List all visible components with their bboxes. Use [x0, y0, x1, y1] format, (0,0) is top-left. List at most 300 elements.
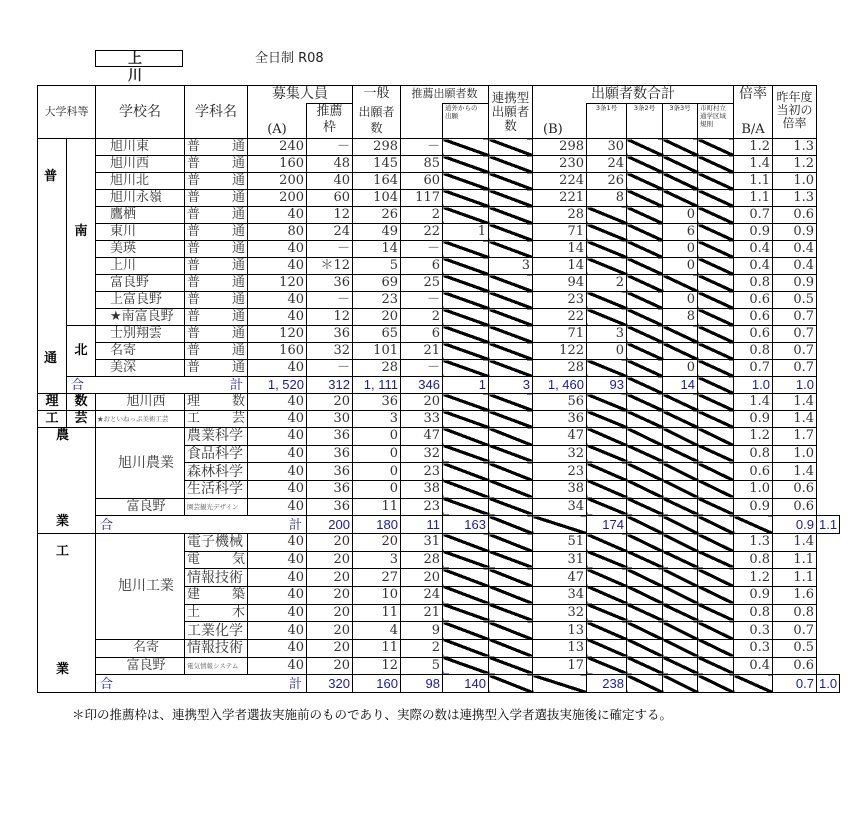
- total-b: 94: [533, 275, 587, 292]
- dept-cell: [185, 241, 248, 258]
- recruit-a: 40: [248, 360, 307, 377]
- general-applicants: 27: [353, 569, 401, 587]
- prev-ratio: 0.5: [773, 292, 817, 309]
- total-prev: 1.1: [817, 516, 840, 534]
- suisen-applicants: 20: [401, 394, 443, 411]
- slash-cell: [698, 326, 734, 343]
- dept-label-right: 通: [231, 258, 245, 273]
- slash-cell: [443, 569, 489, 587]
- slash-cell: [627, 445, 663, 463]
- dept-label-left: 建: [187, 587, 201, 603]
- slash-cell: [443, 207, 489, 224]
- dept-label-left: 普: [187, 207, 201, 222]
- slash-cell: [698, 622, 734, 640]
- category-futsu: [38, 139, 67, 394]
- recruit-suisen: －: [307, 292, 353, 309]
- ratio-ba: 0.7: [734, 207, 773, 224]
- slash-cell: [663, 622, 698, 640]
- slash-cell: [663, 463, 698, 481]
- slash-cell: [489, 639, 533, 657]
- header-general: 出願者 数: [353, 104, 401, 139]
- slash-cell: [443, 343, 489, 360]
- slash-cell: [698, 377, 734, 394]
- recruit-suisen: 20: [307, 551, 353, 569]
- slash-cell: [627, 343, 663, 360]
- prev-ratio: 1.7: [773, 428, 817, 446]
- total-b: 56: [533, 394, 587, 411]
- suisen-applicants: 28: [401, 551, 443, 569]
- slash-cell: [627, 411, 663, 428]
- slash-cell: [443, 411, 489, 428]
- prev-ratio: 1.4: [773, 411, 817, 428]
- ratio-ba: 0.8: [734, 275, 773, 292]
- slash-cell: [698, 463, 734, 481]
- table-row: [38, 309, 840, 326]
- recruit-a: 40: [248, 657, 307, 675]
- prev-ratio: 0.4: [773, 241, 817, 258]
- recruit-a: 40: [248, 551, 307, 569]
- slash-cell: [734, 516, 773, 534]
- header-recruit-suisen: 推薦 枠: [307, 104, 353, 139]
- general-applicants: 20: [353, 534, 401, 552]
- prev-ratio: 1.2: [773, 156, 817, 173]
- recruit-a: 160: [248, 343, 307, 360]
- total-b: 122: [533, 343, 587, 360]
- art3-1: 2: [587, 275, 627, 292]
- ratio-ba: 0.6: [734, 326, 773, 343]
- recruit-a: 40: [248, 569, 307, 587]
- table-row: [38, 292, 840, 309]
- school-name: 富良野: [96, 498, 185, 516]
- dept-label-left: 普: [187, 241, 201, 256]
- dept-cell: [185, 411, 248, 428]
- total-b: 32: [533, 445, 587, 463]
- total-b: 32: [533, 604, 587, 622]
- slash-cell: [663, 480, 698, 498]
- ratio-ba: 1.1: [734, 173, 773, 190]
- table-row: [38, 428, 840, 446]
- slash-cell: [587, 394, 627, 411]
- slash-cell: [627, 569, 663, 587]
- recruit-suisen: 20: [307, 534, 353, 552]
- recruit-suisen: 36: [307, 445, 353, 463]
- dept-label-right: 通: [231, 241, 245, 256]
- header-total-b: (B): [533, 104, 587, 139]
- slash-cell: [627, 534, 663, 552]
- general-applicants: 4: [353, 622, 401, 640]
- art3-3: 0: [663, 292, 698, 309]
- school-name: 旭川東: [96, 139, 185, 156]
- suisen-applicants: －: [401, 241, 443, 258]
- general-applicants: 101: [353, 343, 401, 360]
- slash-cell: [698, 534, 734, 552]
- slash-cell: [489, 241, 533, 258]
- general-applicants: 11: [353, 498, 401, 516]
- recruit-suisen: 20: [307, 569, 353, 587]
- prev-ratio: 0.6: [773, 480, 817, 498]
- dept-cell: 情報技術: [185, 569, 248, 587]
- slash-cell: [627, 463, 663, 481]
- total-art3-3: 14: [663, 377, 698, 394]
- slash-cell: [587, 292, 627, 309]
- suisen-applicants: 23: [401, 498, 443, 516]
- general-applicants: 20: [353, 309, 401, 326]
- renkei-applicants: 3: [489, 258, 533, 275]
- total-art3-1: 93: [587, 377, 627, 394]
- total-b: 221: [533, 190, 587, 207]
- total-b: 28: [533, 360, 587, 377]
- applicants-table: [37, 85, 840, 693]
- total-b: 14: [533, 258, 587, 275]
- dept-cell: [185, 275, 248, 292]
- dept-label-right: 通: [231, 275, 245, 290]
- recruit-a: 80: [248, 224, 307, 241]
- prev-ratio: 1.4: [773, 534, 817, 552]
- slash-cell: [443, 639, 489, 657]
- dept-label-right: 通: [231, 343, 245, 358]
- slash-cell: [698, 275, 734, 292]
- header-art3-2: 3条2号: [627, 104, 663, 139]
- slash-cell: [627, 360, 663, 377]
- school-name: 富良野: [96, 657, 185, 675]
- slash-cell: [698, 258, 734, 275]
- total-b: 47: [533, 569, 587, 587]
- dept-label-right: 通: [231, 190, 245, 205]
- total-b: 34: [533, 586, 587, 604]
- slash-cell: [587, 360, 627, 377]
- slash-cell: [587, 241, 627, 258]
- recruit-suisen: 60: [307, 190, 353, 207]
- slash-cell: [698, 586, 734, 604]
- dept-label-left: 普: [187, 258, 201, 273]
- dept-cell: [185, 258, 248, 275]
- dept-label-left: 普: [187, 173, 201, 188]
- header-dept: 学科名: [185, 86, 248, 139]
- slash-cell: [698, 224, 734, 241]
- recruit-a: 40: [248, 534, 307, 552]
- header-prev-ratio: 昨年度 当初の 倍率: [773, 86, 817, 139]
- outside-applicants: 1: [443, 224, 489, 241]
- header-ratio: 倍率: [734, 86, 773, 104]
- suisen-applicants: 47: [401, 428, 443, 446]
- category-nogyo-top: 農: [56, 428, 70, 443]
- total-b: 23: [533, 292, 587, 309]
- prev-ratio: 0.7: [773, 343, 817, 360]
- dept-label-left: 普: [187, 360, 201, 375]
- ratio-ba: 0.8: [734, 551, 773, 569]
- school-name: 旭川永嶺: [96, 190, 185, 207]
- total-ratio: 1.0: [734, 377, 773, 394]
- dept-cell: [185, 551, 248, 569]
- header-art3-3: 3条3号: [663, 104, 698, 139]
- slash-cell: [443, 156, 489, 173]
- art3-1: 0: [587, 343, 627, 360]
- ratio-ba: 0.6: [734, 309, 773, 326]
- slash-cell: [698, 480, 734, 498]
- total-b: 224: [533, 173, 587, 190]
- recruit-a: 40: [248, 463, 307, 481]
- ratio-ba: 0.8: [734, 445, 773, 463]
- slash-cell: [663, 428, 698, 446]
- slash-cell: [443, 604, 489, 622]
- art3-1: 30: [587, 139, 627, 156]
- header-total-applicants: 出願者数合計: [533, 86, 734, 104]
- dept-label-right: 通: [231, 156, 245, 171]
- dept-label-right: 通: [231, 173, 245, 188]
- total-b: 22: [533, 309, 587, 326]
- slash-cell: [443, 241, 489, 258]
- slash-cell: [627, 156, 663, 173]
- slash-cell: [698, 639, 734, 657]
- suisen-applicants: 23: [401, 463, 443, 481]
- slash-cell: [663, 516, 698, 534]
- slash-cell: [627, 498, 663, 516]
- dept-label-right: 気: [231, 551, 245, 567]
- header-ratio-ba: B/A: [734, 104, 773, 139]
- header-outside: 道外からの 出願: [443, 104, 489, 139]
- slash-cell: [663, 657, 698, 675]
- dept-cell: [185, 360, 248, 377]
- total-label-left: 合: [100, 675, 114, 691]
- slash-cell: [698, 309, 734, 326]
- total-b: 51: [533, 534, 587, 552]
- ratio-ba: 1.2: [734, 569, 773, 587]
- dept-label-left: 普: [187, 275, 201, 290]
- total-label-right: 計: [288, 675, 302, 691]
- recruit-a: 40: [248, 622, 307, 640]
- table-row: [38, 343, 840, 360]
- prev-ratio: 0.7: [773, 360, 817, 377]
- slash-cell: [627, 675, 663, 693]
- slash-cell: [627, 604, 663, 622]
- slash-cell: [698, 139, 734, 156]
- dept-cell: [185, 173, 248, 190]
- slash-cell: [663, 675, 698, 693]
- slash-cell: [489, 622, 533, 640]
- slash-cell: [627, 326, 663, 343]
- slash-cell: [627, 622, 663, 640]
- ratio-ba: 1.3: [734, 534, 773, 552]
- suisen-applicants: －: [401, 139, 443, 156]
- table-row: [38, 139, 840, 156]
- ratio-ba: 0.7: [734, 360, 773, 377]
- slash-cell: [443, 275, 489, 292]
- table-row: [38, 498, 840, 516]
- slash-cell: [443, 498, 489, 516]
- total-b: 71: [533, 326, 587, 343]
- general-applicants: 5: [353, 258, 401, 275]
- slash-cell: [443, 586, 489, 604]
- suisen-applicants: 21: [401, 343, 443, 360]
- ratio-ba: 0.3: [734, 622, 773, 640]
- category-kogyo-bottom: 業: [56, 662, 70, 677]
- total-general: 1, 111: [353, 377, 401, 394]
- table-row: [38, 534, 840, 552]
- category-kogei-2: 芸: [67, 411, 96, 428]
- general-applicants: 104: [353, 190, 401, 207]
- slash-cell: [698, 241, 734, 258]
- slash-cell: [627, 639, 663, 657]
- recruit-a: 200: [248, 173, 307, 190]
- category-futsu-top: 普: [44, 169, 58, 184]
- slash-cell: [489, 445, 533, 463]
- prev-ratio: 1.3: [773, 139, 817, 156]
- recruit-suisen: 36: [307, 480, 353, 498]
- category-kogei-1: 工: [38, 411, 67, 428]
- header-suisen-blank: [401, 104, 443, 139]
- slash-cell: [489, 173, 533, 190]
- slash-cell: [489, 309, 533, 326]
- prev-ratio: 0.7: [773, 622, 817, 640]
- slash-cell: [587, 428, 627, 446]
- slash-cell: [489, 657, 533, 675]
- suisen-applicants: 6: [401, 258, 443, 275]
- recruit-suisen: 36: [307, 326, 353, 343]
- total-b: 34: [533, 498, 587, 516]
- subcategory-kita: 北: [67, 326, 96, 377]
- suisen-applicants: －: [401, 360, 443, 377]
- school-name: 美瑛: [96, 241, 185, 258]
- slash-cell: [627, 173, 663, 190]
- recruit-suisen: 36: [307, 428, 353, 446]
- suisen-applicants: 38: [401, 480, 443, 498]
- dept-cell: [185, 586, 248, 604]
- total-b: 47: [533, 428, 587, 446]
- ratio-ba: 1.1: [734, 190, 773, 207]
- general-applicants: 164: [353, 173, 401, 190]
- category-risu-2: 数: [67, 394, 96, 411]
- slash-cell: [663, 586, 698, 604]
- slash-cell: [443, 428, 489, 446]
- recruit-suisen: －: [307, 241, 353, 258]
- slash-cell: [698, 173, 734, 190]
- ratio-ba: 0.3: [734, 639, 773, 657]
- slash-cell: [489, 326, 533, 343]
- total-b: 17: [533, 657, 587, 675]
- header-art3-1: 3条1号: [587, 104, 627, 139]
- slash-cell: [587, 463, 627, 481]
- slash-cell: [489, 498, 533, 516]
- school-name: 名寄: [96, 343, 185, 360]
- art3-3: 8: [663, 309, 698, 326]
- recruit-a: 40: [248, 480, 307, 498]
- art3-3: 0: [663, 360, 698, 377]
- ratio-ba: 0.4: [734, 258, 773, 275]
- slash-cell: [489, 394, 533, 411]
- table-row: [38, 275, 840, 292]
- general-applicants: 36: [353, 394, 401, 411]
- table-row: [38, 639, 840, 657]
- suisen-applicants: 60: [401, 173, 443, 190]
- table-row: [38, 411, 840, 428]
- table-row: [38, 657, 840, 675]
- slash-cell: [443, 445, 489, 463]
- total-b: 238: [587, 675, 627, 693]
- slash-cell: [489, 480, 533, 498]
- total-suisen: 180: [353, 516, 401, 534]
- total-sapp: 140: [443, 675, 489, 693]
- total-label-left: 合: [71, 377, 85, 392]
- category-nogyo-bottom: 業: [56, 514, 70, 529]
- slash-cell: [698, 498, 734, 516]
- general-applicants: 3: [353, 551, 401, 569]
- slash-cell: [663, 551, 698, 569]
- dept-label-right: 通: [231, 326, 245, 341]
- general-applicants: 11: [353, 639, 401, 657]
- general-applicants: 28: [353, 360, 401, 377]
- prev-ratio: 1.0: [773, 445, 817, 463]
- slash-cell: [443, 622, 489, 640]
- recruit-suisen: 36: [307, 275, 353, 292]
- dept-label-right: 通: [231, 309, 245, 324]
- total-ratio: 0.9: [773, 516, 817, 534]
- total-label: [96, 675, 307, 693]
- dept-cell: 情報技術: [185, 639, 248, 657]
- general-applicants: 69: [353, 275, 401, 292]
- slash-cell: [489, 156, 533, 173]
- recruit-suisen: 20: [307, 586, 353, 604]
- recruit-suisen: 20: [307, 639, 353, 657]
- recruit-suisen: －: [307, 360, 353, 377]
- general-applicants: 0: [353, 428, 401, 446]
- dept-cell: 農業科学: [185, 428, 248, 446]
- category-futsu-bottom: 通: [44, 351, 58, 366]
- slash-cell: [489, 190, 533, 207]
- ratio-ba: 0.4: [734, 241, 773, 258]
- slash-cell: [698, 516, 734, 534]
- general-applicants: 26: [353, 207, 401, 224]
- slash-cell: [587, 224, 627, 241]
- total-b: 38: [533, 480, 587, 498]
- school-name: ★おといねっぷ美術工芸: [96, 411, 185, 428]
- dept-label-left: 普: [187, 309, 201, 324]
- slash-cell: [734, 675, 773, 693]
- header-municipal: 市町村立 通学区域 規則: [698, 104, 734, 139]
- slash-cell: [443, 258, 489, 275]
- dept-label-right: 通: [231, 207, 245, 222]
- ratio-ba: 1.2: [734, 139, 773, 156]
- total-b: 23: [533, 463, 587, 481]
- slash-cell: [627, 292, 663, 309]
- recruit-a: 120: [248, 326, 307, 343]
- recruit-a: 40: [248, 207, 307, 224]
- slash-cell: [489, 139, 533, 156]
- school-name: ★南富良野: [96, 309, 185, 326]
- ratio-ba: 1.4: [734, 156, 773, 173]
- prev-ratio: 1.4: [773, 394, 817, 411]
- total-b: 174: [587, 516, 627, 534]
- recruit-a: 40: [248, 309, 307, 326]
- slash-cell: [698, 394, 734, 411]
- recruit-suisen: 40: [307, 173, 353, 190]
- slash-cell: [698, 428, 734, 446]
- header-school: 学校名: [96, 86, 185, 139]
- recruit-a: 40: [248, 639, 307, 657]
- slash-cell: [489, 551, 533, 569]
- slash-cell: [663, 394, 698, 411]
- recruit-a: 160: [248, 156, 307, 173]
- slash-cell: [443, 326, 489, 343]
- dept-cell: 園芸観光デザイン: [185, 498, 248, 516]
- slash-cell: [489, 428, 533, 446]
- header-recruit-a: (A): [248, 104, 307, 139]
- prev-ratio: 0.7: [773, 326, 817, 343]
- prev-ratio: 1.1: [773, 551, 817, 569]
- dept-cell: 食品科学: [185, 445, 248, 463]
- dept-label-left: 普: [187, 190, 201, 205]
- dept-cell: [185, 139, 248, 156]
- dept-cell: [185, 604, 248, 622]
